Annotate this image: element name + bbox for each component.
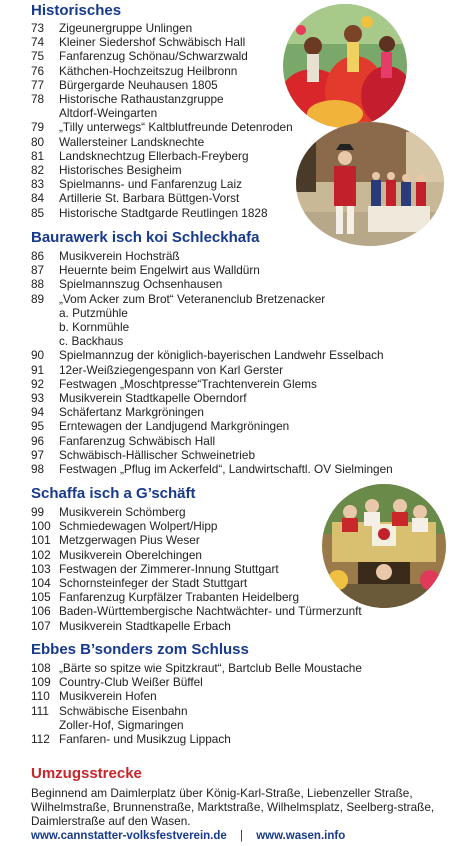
item-number: 112	[31, 732, 50, 747]
item-text: Historische Rathaustanzgruppe	[59, 92, 224, 107]
section-title-baurawerk: Baurawerk isch koi Schleckhafa	[31, 229, 260, 246]
item-number: 87	[31, 263, 45, 278]
item-number: 80	[31, 134, 45, 149]
list-item	[31, 732, 362, 746]
item-text: Wallersteiner Landsknechte	[59, 134, 205, 149]
list-item	[31, 434, 393, 448]
section-title-schaffa: Schaffa isch a G’schäft	[31, 485, 196, 502]
item-number: 92	[31, 376, 45, 391]
item-text: Artillerie St. Barbara Büttgen-Vorst	[59, 191, 240, 206]
list-item	[31, 64, 293, 78]
item-text: Schwäbische Eisenbahn	[59, 703, 188, 718]
item-number: 75	[31, 49, 45, 64]
item-number: 82	[31, 163, 45, 178]
item-number: 100	[31, 519, 51, 534]
item-number: 98	[31, 462, 45, 477]
item-number: 85	[31, 205, 45, 220]
item-text: Fanfarenzug Kurpfälzer Trabanten Heidelberg	[59, 590, 300, 605]
item-text: Schmiedewagen Wolpert/Hipp	[59, 519, 218, 534]
item-number: 96	[31, 433, 45, 448]
item-text: Festwagen „Moschtpresse“Trachtenverein Glems	[59, 376, 317, 391]
item-number: 84	[31, 191, 45, 206]
list-item	[31, 675, 362, 689]
item-text: „Vom Acker zum Brot“ Veteranenclub Bretzenacker	[59, 291, 326, 306]
list-item	[31, 548, 362, 562]
item-text: Zoller-Hof, Sigmaringen	[59, 717, 184, 732]
list-item	[31, 590, 362, 604]
list-historisches	[31, 21, 293, 220]
item-text: Spielmannzug der königlich-bayerischen Landwehr Esselbach	[59, 348, 384, 363]
list-item	[31, 505, 362, 519]
item-text: Festwagen der Zimmerer-Innung Stuttgart	[59, 561, 279, 576]
list-item	[31, 448, 393, 462]
item-text: Musikverein Oberelchingen	[59, 547, 202, 562]
item-number: 102	[31, 547, 51, 562]
item-text: c. Backhaus	[59, 334, 124, 349]
list-item	[31, 320, 393, 334]
item-text: Historisches Besigheim	[59, 163, 182, 178]
item-number: 93	[31, 391, 45, 406]
list-item	[31, 21, 293, 35]
item-number: 105	[31, 590, 51, 605]
item-number: 74	[31, 35, 45, 50]
list-item	[31, 206, 293, 220]
list-item	[31, 619, 362, 633]
item-number: 103	[31, 561, 51, 576]
list-item	[31, 462, 393, 476]
item-text: Schornsteinfeger der Stadt Stuttgart	[59, 576, 248, 591]
item-number: 88	[31, 277, 45, 292]
item-number: 106	[31, 604, 51, 619]
item-text: Schwäbisch-Hällischer Schweinetrieb	[59, 447, 256, 462]
item-number: 78	[31, 92, 45, 107]
list-item	[31, 704, 362, 718]
item-number: 77	[31, 77, 45, 92]
list-item	[31, 363, 393, 377]
route-text: Beginnend am Daimlerplatz über König-Karl-Straße, Liebenzeller Straße, Wilhelmstraße, Brunnenstraße, Marktstraße, Wilhelmsplatz, Seelberg-straße, Daimlerstraße auf den Wasen.	[31, 786, 435, 829]
item-number: 94	[31, 405, 45, 420]
item-text: Spielmannszug Ochsenhausen	[59, 277, 223, 292]
item-text: Country-Club Weißer Büffel	[59, 675, 203, 690]
item-number: 109	[31, 675, 51, 690]
list-item	[31, 149, 293, 163]
item-text: Heuernte beim Engelwirt aus Walldürn	[59, 263, 260, 278]
list-item	[31, 377, 393, 391]
list-item	[31, 661, 362, 675]
list-item	[31, 519, 362, 533]
list-item	[31, 163, 293, 177]
item-number: 111	[31, 703, 49, 718]
item-text: Musikverein Hofen	[59, 689, 157, 704]
item-text: Schäfertanz Markgröningen	[59, 405, 204, 420]
list-item	[31, 263, 393, 277]
item-number: 86	[31, 249, 45, 263]
list-ebbes	[31, 661, 362, 746]
list-item	[31, 604, 362, 618]
item-text: Kleiner Siedershof Schwäbisch Hall	[59, 35, 246, 50]
list-schaffa	[31, 505, 362, 633]
list-item	[31, 277, 393, 291]
list-item	[31, 334, 393, 348]
item-text: Musikverein Hochsträß	[59, 249, 180, 263]
list-item	[31, 177, 293, 191]
item-number: 107	[31, 618, 51, 633]
list-item	[31, 92, 293, 106]
item-number: 81	[31, 148, 45, 163]
list-item	[31, 562, 362, 576]
item-number: 89	[31, 291, 45, 306]
section-title-ebbes: Ebbes B’sonders zom Schluss	[31, 641, 249, 658]
item-number: 99	[31, 505, 45, 519]
item-text: Baden-Württembergische Nachtwächter- und Türmerzunft	[59, 604, 362, 619]
item-number: 73	[31, 21, 45, 35]
route-title: Umzugsstrecke	[31, 765, 142, 782]
photo-dancers	[283, 4, 407, 128]
item-number: 110	[31, 689, 50, 704]
list-item	[31, 533, 362, 547]
item-number: 104	[31, 576, 51, 591]
list-item	[31, 689, 362, 703]
list-item	[31, 249, 393, 263]
item-text: Fanfarenzug Schönau/Schwarzwald	[59, 49, 248, 64]
item-text: Bürgergarde Neuhausen 1805	[59, 77, 218, 92]
list-item	[31, 576, 362, 590]
link-cannstatter-volksfestverein[interactable]: www.cannstatter-volksfestverein.de	[31, 830, 227, 842]
list-item	[31, 191, 293, 205]
item-text: Altdorf-Weingarten	[59, 106, 158, 121]
list-item	[31, 419, 393, 433]
footer	[31, 830, 345, 842]
item-text: Käthchen-Hochzeitszug Heilbronn	[59, 63, 238, 78]
item-number: 101	[31, 533, 51, 548]
list-item	[31, 78, 293, 92]
item-text: „Bärte so spitze wie Spitzkraut“, Bartclub Belle Moustache	[59, 661, 362, 675]
item-text: Fanfarenzug Schwäbisch Hall	[59, 433, 216, 448]
item-text: 12er-Weißziegengespann von Karl Gerster	[59, 362, 284, 377]
item-text: Festwagen „Pflug im Ackerfeld“, Landwirtschaftl. OV Sielmingen	[59, 462, 393, 477]
list-baurawerk	[31, 249, 393, 476]
item-number: 97	[31, 447, 45, 462]
item-number: 83	[31, 177, 45, 192]
item-number: 95	[31, 419, 45, 434]
item-number: 108	[31, 661, 51, 675]
section-title-historisches: Historisches	[31, 2, 122, 19]
item-text: Spielmanns- und Fanfarenzug Laiz	[59, 177, 242, 192]
item-text: b. Kornmühle	[59, 320, 130, 335]
list-item	[31, 35, 293, 49]
item-text: Musikverein Stadtkapelle Oberndorf	[59, 391, 247, 406]
item-text: Erntewagen der Landjugend Markgröningen	[59, 419, 290, 434]
list-item	[31, 348, 393, 362]
link-wasen-info[interactable]: www.wasen.info	[256, 830, 346, 842]
item-text: „Tilly unterwegs“ Kaltblutfreunde Detenroden	[59, 120, 293, 135]
item-text: Zigeunergruppe Unlingen	[59, 21, 193, 35]
list-item	[31, 718, 362, 732]
photo-festwagen	[322, 484, 446, 608]
item-text: Fanfaren- und Musikzug Lippach	[59, 732, 231, 747]
item-text: Musikverein Stadtkapelle Erbach	[59, 618, 231, 633]
item-text: Musikverein Schömberg	[59, 505, 186, 519]
item-number: 90	[31, 348, 45, 363]
list-item	[31, 135, 293, 149]
item-number: 76	[31, 63, 45, 78]
item-text: a. Putzmühle	[59, 305, 128, 320]
footer-separator: |	[239, 830, 243, 842]
list-item	[31, 292, 393, 306]
item-text: Historische Stadtgarde Reutlingen 1828	[59, 205, 268, 220]
item-number: 79	[31, 120, 45, 135]
list-item	[31, 106, 293, 120]
list-item	[31, 49, 293, 63]
item-text: Landsknechtzug Ellerbach-Freyberg	[59, 148, 249, 163]
list-item	[31, 391, 393, 405]
photo-stadtgarde	[296, 122, 444, 246]
list-item	[31, 120, 293, 134]
item-number: 91	[31, 362, 45, 377]
list-item	[31, 405, 393, 419]
list-item	[31, 306, 393, 320]
item-text: Metzgerwagen Pius Weser	[59, 533, 200, 548]
